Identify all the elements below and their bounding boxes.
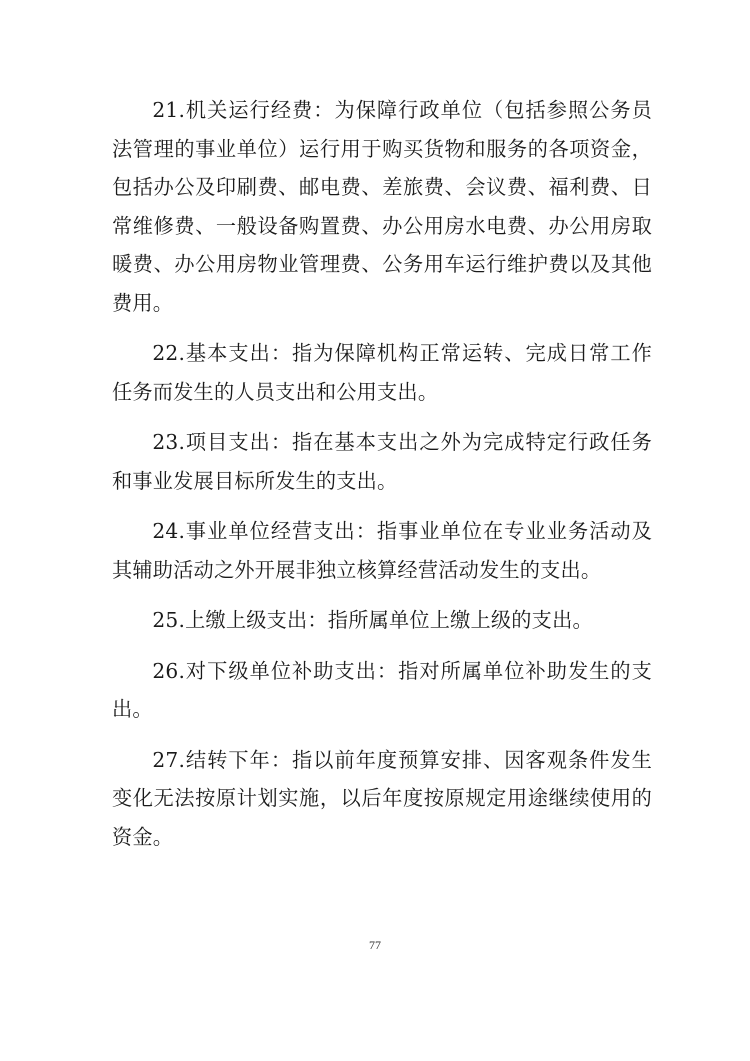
paragraph-21-admin-operating-costs: 21.机关运行经费：为保障行政单位（包括参照公务员法管理的事业单位）运行用于购买货物和服务的各项资金，包括办公及印刷费、邮电费、差旅费、会议费、福利费、日常维修费、一般设备购置费、办公用房水电费、办公用房取暖费、办公用房物业管理费、公务用车运行维护费以及其他费用。 xyxy=(112,98,652,315)
paragraph-23-project-expenditure: 23.项目支出：指在基本支出之外为完成特定行政任务和事业发展目标所发生的支出。 xyxy=(112,430,652,493)
page-number: 77 xyxy=(369,938,381,952)
paragraph-26-subsidy-to-subordinate: 26.对下级单位补助支出：指对所属单位补助发生的支出。 xyxy=(112,658,652,721)
paragraph-25-payment-to-superior: 25.上缴上级支出：指所属单位上缴上级的支出。 xyxy=(152,608,593,632)
paragraph-24-business-operation-expenditure: 24.事业单位经营支出：指事业单位在专业业务活动及其辅助活动之外开展非独立核算经营活动发生的支出。 xyxy=(112,519,652,582)
paragraph-27-carry-over: 27.结转下年：指以前年度预算安排、因客观条件发生变化无法按原计划实施，以后年度按原规定用途继续使用的资金。 xyxy=(112,747,652,849)
document-body xyxy=(112,91,652,868)
paragraph-22-basic-expenditure: 22.基本支出：指为保障机构正常运转、完成日常工作任务而发生的人员支出和公用支出。 xyxy=(112,341,652,404)
